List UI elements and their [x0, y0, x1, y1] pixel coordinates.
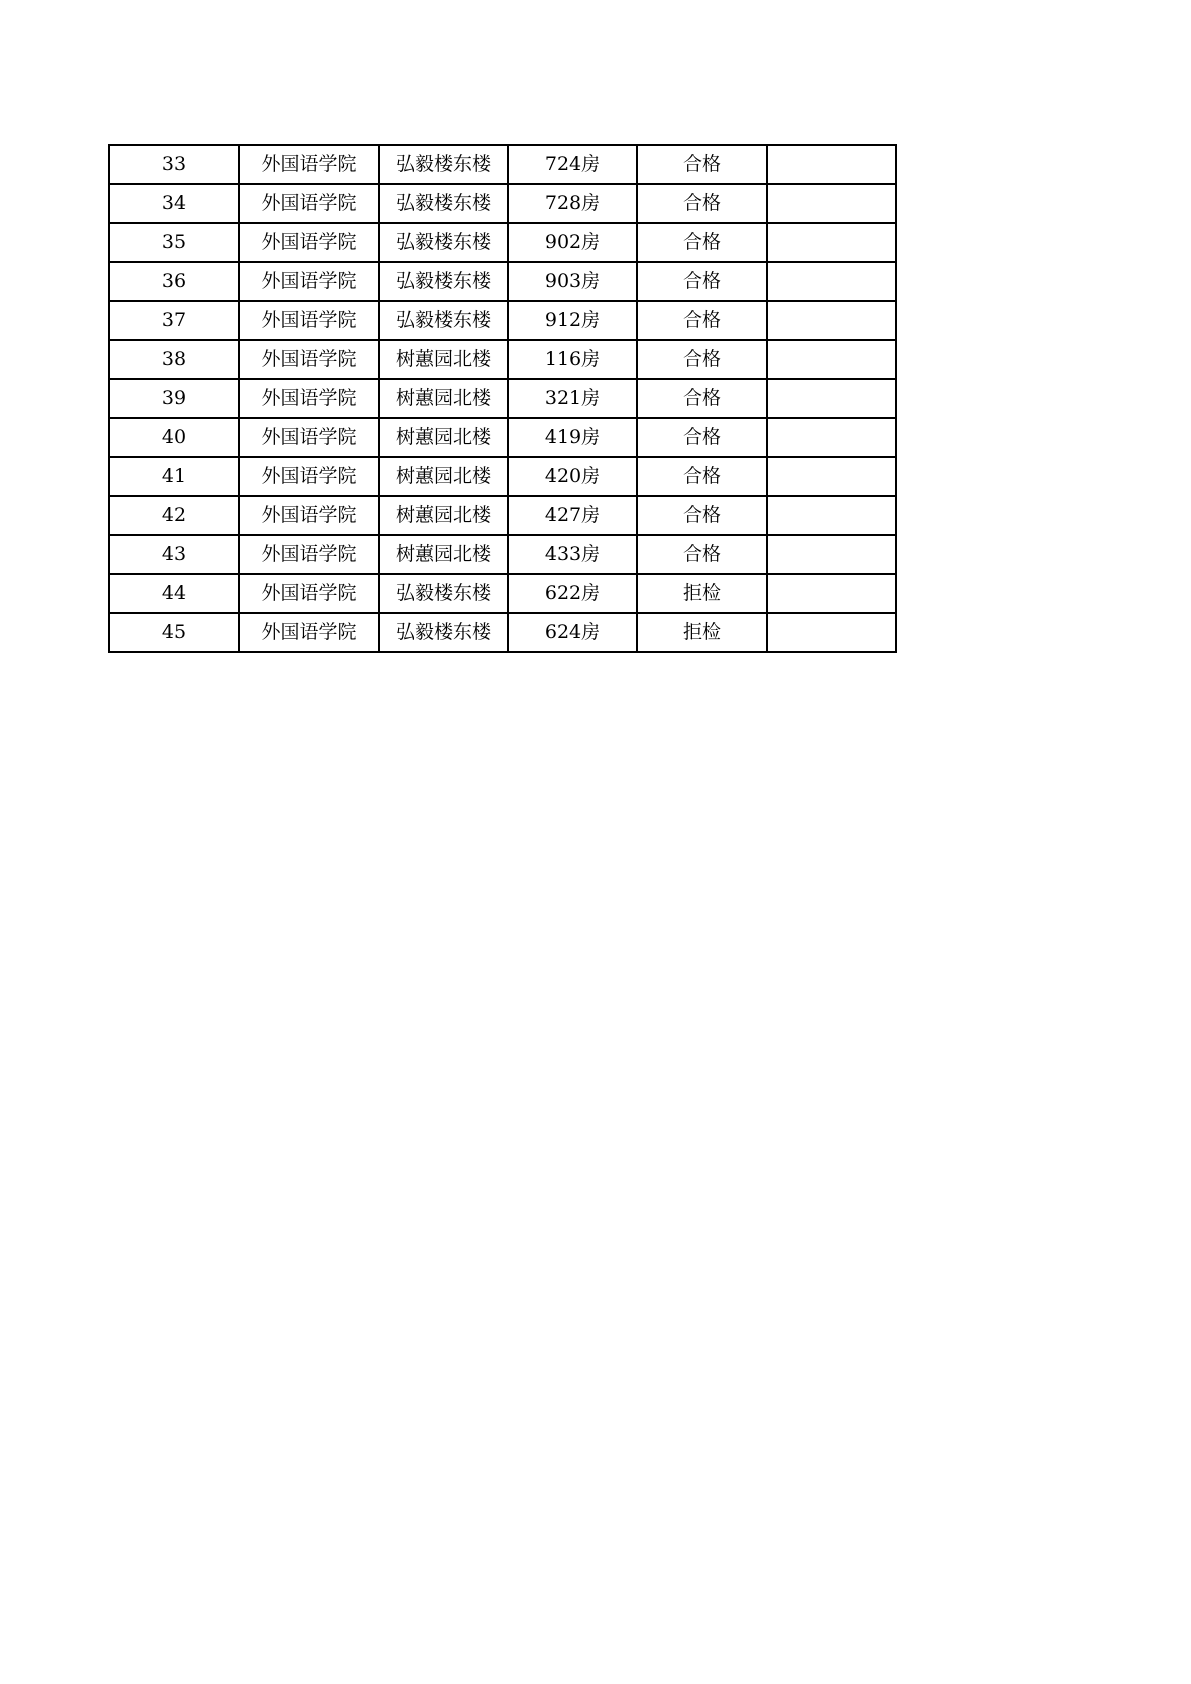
building-cell: 弘毅楼东楼 [379, 262, 508, 301]
college-cell: 外国语学院 [239, 613, 379, 652]
table-row [109, 535, 896, 574]
remark-cell [767, 223, 896, 262]
remark-cell [767, 535, 896, 574]
table-row [109, 340, 896, 379]
inspection-table [108, 144, 897, 653]
table-body [109, 145, 896, 652]
building-cell: 树蕙园北楼 [379, 457, 508, 496]
room-cell: 433房 [508, 535, 637, 574]
result-cell: 合格 [637, 223, 767, 262]
room-cell: 622房 [508, 574, 637, 613]
room-cell: 624房 [508, 613, 637, 652]
building-cell: 弘毅楼东楼 [379, 574, 508, 613]
room-cell: 427房 [508, 496, 637, 535]
remark-cell [767, 145, 896, 184]
building-cell: 树蕙园北楼 [379, 535, 508, 574]
room-cell: 912房 [508, 301, 637, 340]
college-cell: 外国语学院 [239, 496, 379, 535]
result-cell: 合格 [637, 496, 767, 535]
room-cell: 903房 [508, 262, 637, 301]
row-number-cell: 38 [109, 340, 239, 379]
college-cell: 外国语学院 [239, 535, 379, 574]
table-row [109, 496, 896, 535]
row-number-cell: 43 [109, 535, 239, 574]
room-cell: 724房 [508, 145, 637, 184]
college-cell: 外国语学院 [239, 184, 379, 223]
remark-cell [767, 301, 896, 340]
room-cell: 902房 [508, 223, 637, 262]
table-row [109, 184, 896, 223]
remark-cell [767, 340, 896, 379]
room-cell: 419房 [508, 418, 637, 457]
college-cell: 外国语学院 [239, 418, 379, 457]
row-number-cell: 36 [109, 262, 239, 301]
remark-cell [767, 262, 896, 301]
result-cell: 合格 [637, 457, 767, 496]
table-row [109, 262, 896, 301]
room-cell: 420房 [508, 457, 637, 496]
room-cell: 728房 [508, 184, 637, 223]
college-cell: 外国语学院 [239, 457, 379, 496]
table-row [109, 145, 896, 184]
row-number-cell: 40 [109, 418, 239, 457]
room-cell: 321房 [508, 379, 637, 418]
table-row [109, 301, 896, 340]
building-cell: 弘毅楼东楼 [379, 223, 508, 262]
result-cell: 合格 [637, 301, 767, 340]
building-cell: 弘毅楼东楼 [379, 184, 508, 223]
building-cell: 弘毅楼东楼 [379, 145, 508, 184]
remark-cell [767, 184, 896, 223]
row-number-cell: 45 [109, 613, 239, 652]
result-cell: 合格 [637, 379, 767, 418]
room-cell: 116房 [508, 340, 637, 379]
row-number-cell: 34 [109, 184, 239, 223]
result-cell: 合格 [637, 262, 767, 301]
college-cell: 外国语学院 [239, 301, 379, 340]
row-number-cell: 42 [109, 496, 239, 535]
row-number-cell: 44 [109, 574, 239, 613]
result-cell: 拒检 [637, 613, 767, 652]
remark-cell [767, 496, 896, 535]
table-row [109, 574, 896, 613]
college-cell: 外国语学院 [239, 223, 379, 262]
table-row [109, 223, 896, 262]
result-cell: 合格 [637, 340, 767, 379]
college-cell: 外国语学院 [239, 262, 379, 301]
result-cell: 合格 [637, 418, 767, 457]
remark-cell [767, 379, 896, 418]
remark-cell [767, 457, 896, 496]
college-cell: 外国语学院 [239, 379, 379, 418]
building-cell: 树蕙园北楼 [379, 379, 508, 418]
row-number-cell: 41 [109, 457, 239, 496]
table-row [109, 457, 896, 496]
remark-cell [767, 613, 896, 652]
remark-cell [767, 418, 896, 457]
result-cell: 合格 [637, 145, 767, 184]
result-cell: 合格 [637, 184, 767, 223]
college-cell: 外国语学院 [239, 340, 379, 379]
building-cell: 弘毅楼东楼 [379, 301, 508, 340]
college-cell: 外国语学院 [239, 574, 379, 613]
row-number-cell: 37 [109, 301, 239, 340]
table-row [109, 379, 896, 418]
row-number-cell: 35 [109, 223, 239, 262]
row-number-cell: 39 [109, 379, 239, 418]
building-cell: 树蕙园北楼 [379, 496, 508, 535]
table-row [109, 418, 896, 457]
remark-cell [767, 574, 896, 613]
building-cell: 弘毅楼东楼 [379, 613, 508, 652]
building-cell: 树蕙园北楼 [379, 340, 508, 379]
row-number-cell: 33 [109, 145, 239, 184]
result-cell: 合格 [637, 535, 767, 574]
table-row [109, 613, 896, 652]
result-cell: 拒检 [637, 574, 767, 613]
college-cell: 外国语学院 [239, 145, 379, 184]
building-cell: 树蕙园北楼 [379, 418, 508, 457]
